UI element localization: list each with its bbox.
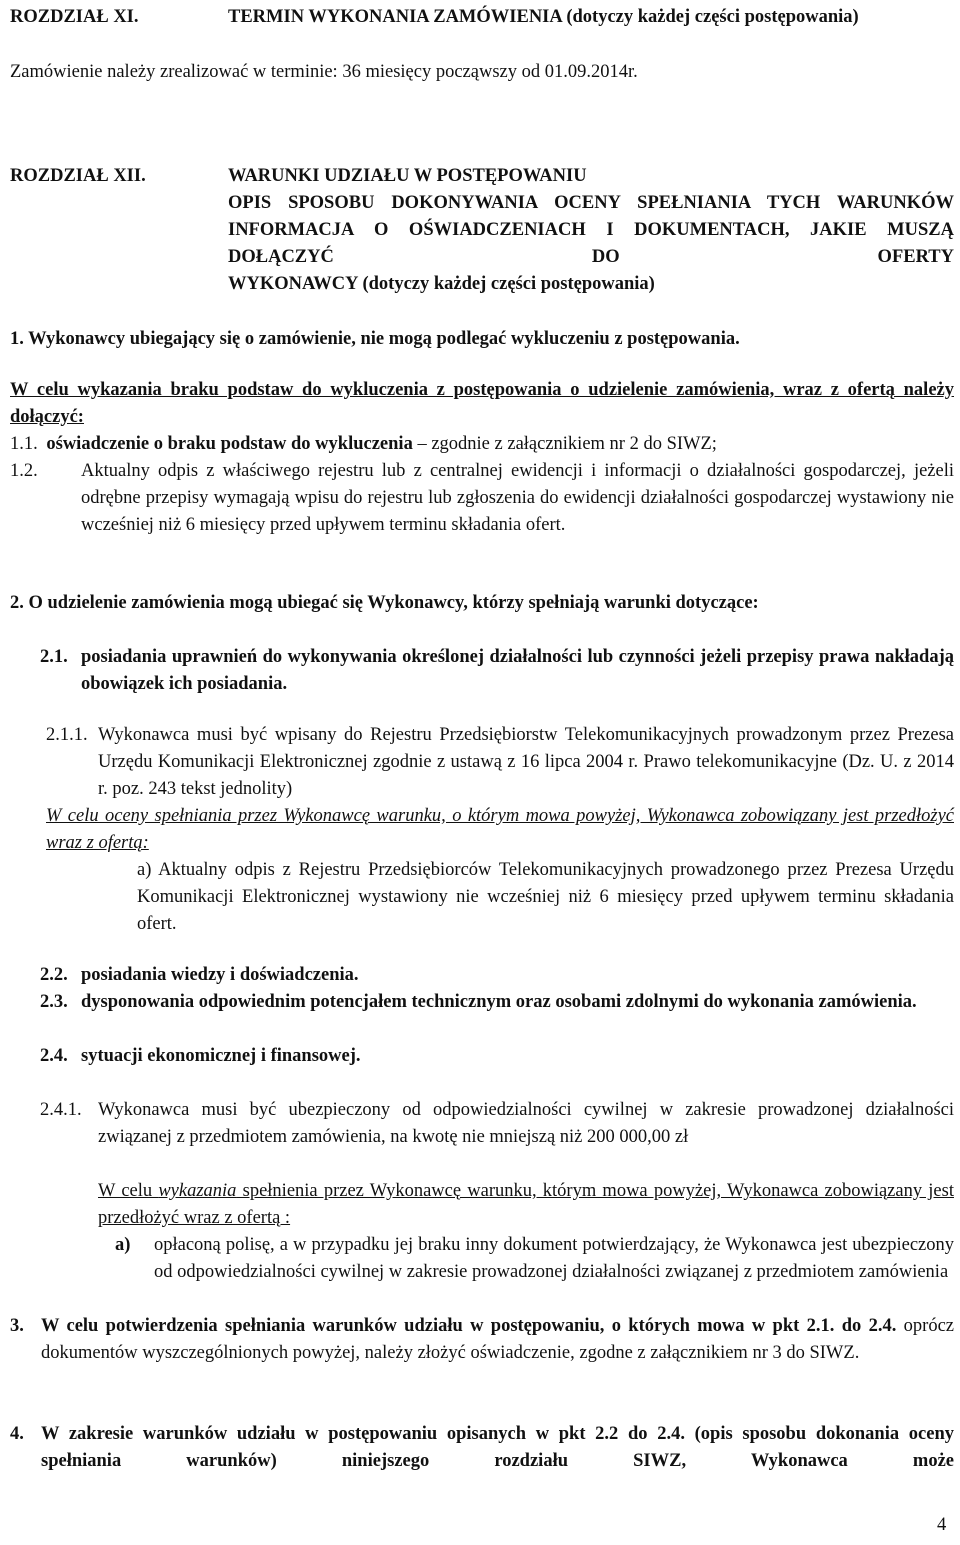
section-4-number: 4. (10, 1424, 24, 1444)
chapter-12-title-line2: OPIS SPOSOBU DOKONYWANIA OCENY SPEŁNIANIA TYCH WARUNKÓW INFORMACJA O OŚWIADCZENIACH I DOKUMENTACH, JAKIE MUSZĄ DOŁĄCZYĆ DO OFERTY (228, 193, 954, 267)
item-2-3-number: 2.3. (40, 992, 68, 1012)
section-4-text (41, 1421, 954, 1475)
chapter-12-title (228, 163, 954, 298)
section-4-rest: (opis sposobu dokonania oceny spełniania warunków) niniejszego rozdziału SIWZ, Wykonawca może (41, 1424, 955, 1471)
item-1-2-number: 1.2. (10, 461, 38, 481)
item-2-4-1-req-part-b: wykazania (158, 1181, 237, 1201)
item-2-4-1-requirement (98, 1178, 954, 1232)
section-1-intro: W celu wykazania braku podstaw do wykluczenia z postępowania o udzielenie zamówienia, wraz z ofertą należy dołączyć: (10, 380, 954, 427)
item-2-3-text: dysponowania odpowiednim potencjałem technicznym oraz osobami zdolnymi do wykonania zamówienia. (81, 992, 917, 1012)
section-2-heading: 2. O udzielenie zamówienia mogą ubiegać się Wykonawcy, którzy spełniają warunki dotyczące: (10, 593, 759, 613)
item-2-4-number: 2.4. (40, 1046, 68, 1066)
item-2-1-1-doc-a: a) Aktualny odpis z Rejestru Przedsiębiorców Telekomunikacyjnych prowadzonego przez Prezesa Urzędu Komunikacji Elektronicznej wystawiony nie wcześniej niż 6 miesięcy przed upływem terminu składania ofert. (137, 860, 954, 934)
item-2-1-1-number: 2.1.1. (46, 725, 88, 745)
item-2-1-text: posiadania uprawnień do wykonywania określonej działalności lub czynności jeżeli przepisy prawa nakładają obowiązek ich posiadania. (81, 647, 954, 694)
item-2-4-1-doc-a-label: a) (115, 1235, 131, 1255)
item-2-1-1-text: Wykonawca musi być wpisany do Rejestru Przedsiębiorstw Telekomunikacyjnych prowadzonym przez Prezesa Urzędu Komunikacji Elektronicznej zgodnie z ustawą z 16 lipca 2004 r. Prawo telekomunikacyjne (Dz. U. z 2014 r. poz. 243 tekst jednolity) (98, 725, 954, 799)
item-1-2-body: Aktualny odpis z właściwego rejestru lub z centralnej ewidencji i informacji o działalności gospodarczej, jeżeli odrębne przepisy wymagają wpisu do rejestru lub zgłoszenia do ewidencji działalności gospodarczej wystawiony nie wcześniej niż 6 miesięcy przed upływem terminu składania ofert. (81, 461, 954, 535)
chapter-12-title-line3: WYKONAWCY (dotyczy każdej części postępowania) (228, 274, 655, 294)
item-2-4-1-doc-a-text: opłaconą polisę, a w przypadku jej braku inny dokument potwierdzający, że Wykonawca jest ubezpieczony od odpowiedzialności cywilnej w zakresie prowadzonej działalności związanej z przedmiotem zamówienia (154, 1235, 954, 1282)
item-2-4-text: sytuacji ekonomicznej i finansowej. (81, 1046, 361, 1066)
chapter-11-label: ROZDZIAŁ XI. (10, 7, 139, 27)
chapter-12-label: ROZDZIAŁ XII. (10, 166, 146, 186)
section-1-heading: 1. Wykonawcy ubiegający się o zamówienie, nie mogą podlegać wykluczeniu z postępowania. (10, 329, 740, 349)
section-3-text (41, 1313, 954, 1367)
chapter-11-title: TERMIN WYKONANIA ZAMÓWIENIA (dotyczy każdej części postępowania) (228, 7, 859, 27)
item-1-1 (10, 431, 954, 458)
item-2-1-number: 2.1. (40, 647, 68, 667)
item-1-1-rest: – zgodnie z załącznikiem nr 2 do SIWZ; (412, 434, 717, 454)
page-number: 4 (937, 1515, 947, 1535)
item-2-1-1-requirement: W celu oceny spełniania przez Wykonawcę warunku, o którym mowa powyżej, Wykonawca zobowiązany jest przedłożyć wraz z ofertą: (46, 806, 954, 853)
section-4-bold: W zakresie warunków udziału w postępowaniu opisanych w pkt 2.2 do 2.4. (41, 1424, 685, 1444)
section-3-bold: W celu potwierdzenia spełniania warunków udziału w postępowaniu, o których mowa w pkt 2.1. do 2.4. (41, 1316, 897, 1336)
item-2-4-1-req-part-a: W celu (98, 1181, 159, 1201)
item-2-4-1-req-part-c: spełnienia przez Wykonawcę warunku, którym mowa powyżej, Wykonawca zobowiązany jest przedłożyć wraz z ofertą : (98, 1181, 954, 1228)
item-2-4-1-text: Wykonawca musi być ubezpieczony od odpowiedzialności cywilnej w zakresie prowadzonej działalności związanej z przedmiotem zamówienia, na kwotę nie mniejszą niż 200 000,00 zł (98, 1100, 954, 1147)
item-1-1-bold: oświadczenie o braku podstaw do wykluczenia (46, 434, 413, 454)
item-2-4-1-number: 2.4.1. (40, 1100, 82, 1120)
item-2-2-number: 2.2. (40, 965, 68, 985)
chapter-12-title-line1: WARUNKI UDZIAŁU W POSTĘPOWANIU (228, 166, 587, 186)
chapter-11-body: Zamówienie należy zrealizować w terminie: 36 miesięcy począwszy od 01.09.2014r. (10, 62, 638, 82)
section-3-rest: oprócz dokumentów wyszczególnionych powyżej, należy złożyć oświadczenie, zgodne z załącznikiem nr 3 do SIWZ. (41, 1316, 954, 1363)
section-3-number: 3. (10, 1316, 24, 1336)
item-1-1-number: 1.1. (10, 434, 38, 454)
item-2-2-text: posiadania wiedzy i doświadczenia. (81, 965, 359, 985)
